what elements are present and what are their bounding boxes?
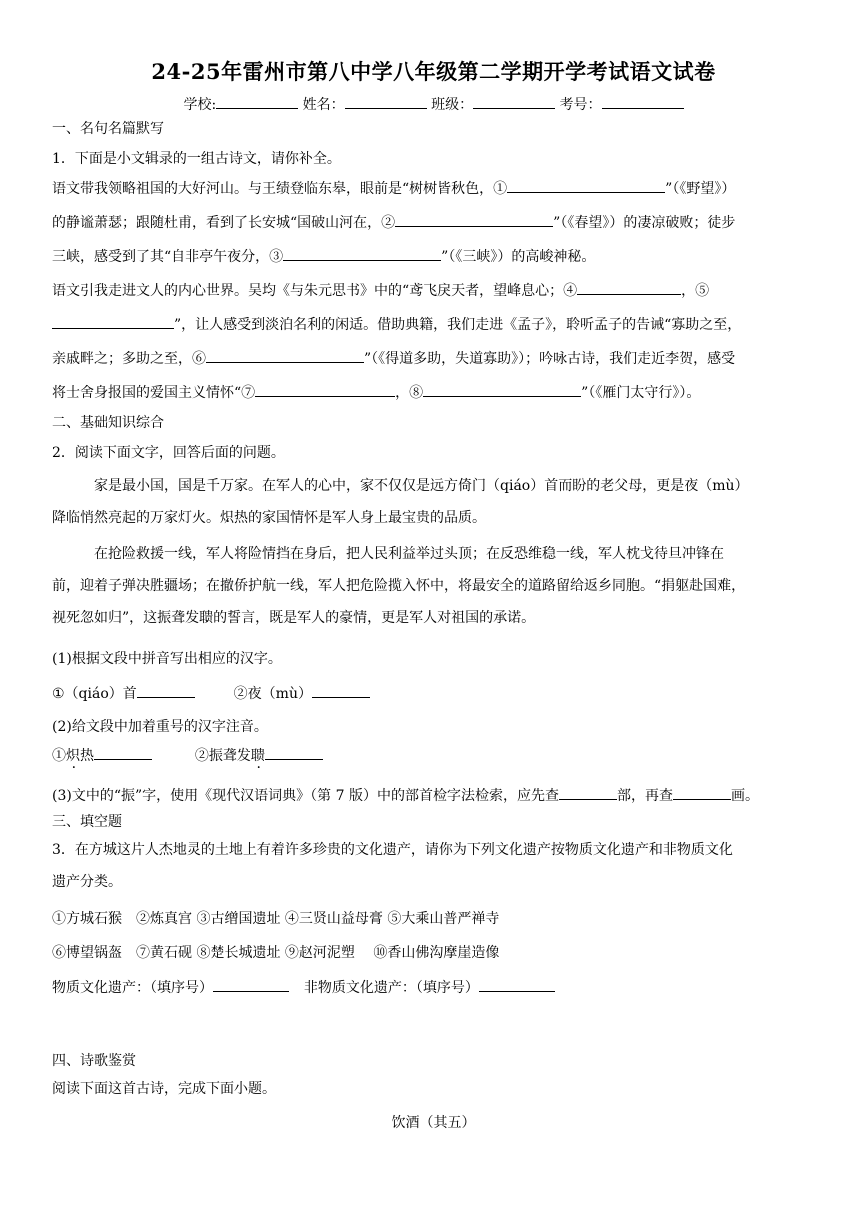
blank-material[interactable] xyxy=(213,976,289,992)
heritage-answer-row: 物质文化遗产：（填序号） 非物质文化遗产：（填序号） xyxy=(52,976,555,997)
question-1-paragraph-1: 语文带我领略祖国的大好河山。与王绩登临东皋，眼前是“树树皆秋色，① ”（《野望》） 的静谧萧瑟；跟随杜甫，看到了长安城“国破山河在，② ”（《春望》）的凄凉破败；徒步 三峡，感受到了其“自非亭午夜分，③ ”（《三峡》）的高峻神秘。 xyxy=(52,172,822,274)
blank-7[interactable] xyxy=(255,381,395,397)
section-1-heading: 一、名句名篇默写 xyxy=(52,121,164,137)
school-label: 学校: xyxy=(183,97,217,113)
question-2-prompt: 2．阅读下面文字，回答后面的问题。 xyxy=(52,445,285,461)
name-blank[interactable] xyxy=(345,94,427,109)
blank-1[interactable] xyxy=(507,177,665,193)
emphasis-char: 聩 xyxy=(199,610,214,626)
blank-qiao[interactable] xyxy=(137,682,195,698)
school-blank[interactable] xyxy=(216,94,298,109)
question-1-prompt: 1．下面是小文辑录的一组古诗文，请你补全。 xyxy=(52,151,341,167)
blank-chire[interactable] xyxy=(94,744,152,760)
blank-6[interactable] xyxy=(206,347,364,363)
sub-question-1: (1)根据文段中拼音写出相应的汉字。 xyxy=(52,651,282,667)
poem-intro: 阅读下面这首古诗，完成下面小题。 xyxy=(52,1081,276,1097)
sub-question-3: (3)文中的“振”字，使用《现代汉语词典》（第 7 版）中的部首检字法检索，应先查 部，再查 画。 xyxy=(52,784,759,805)
question-1-paragraph-2: 语文引我走进文人的内心世界。吴均《与朱元思书》中的“鸢飞戾天者，望峰息心；④ ，⑤ ”，让人感受到淡泊名利的闲适。借助典籍，我们走进《孟子》，聆听孟子的告诫“寡助之至， 亲戚畔之；多助之至，⑥ ”（《得道多助，失道寡助》）；吟咏古诗，我们走近李贺，感受 将士舍身报国的爱国主义情怀“⑦ ，⑧ ”（《雁门太守行》）。 xyxy=(52,274,822,410)
class-label: 班级： xyxy=(431,97,474,113)
reading-passage-2: 在抢险救援一线，军人将险情挡在身后，把人民利益举过头顶；在反恐维稳一线，军人枕戈待旦冲锋在 前，迎着子弹决胜疆场；在撤侨护航一线，军人把危险揽入怀中，将最安全的道路留给返乡同胞。“捐躯赴国难， 视死忽如归”，这振聋发聩的誓言，既是军人的豪情，更是军人对祖国的承诺。 xyxy=(52,546,746,626)
blank-3[interactable] xyxy=(283,245,441,261)
section-4-heading: 四、诗歌鉴赏 xyxy=(52,1053,136,1069)
blank-8[interactable] xyxy=(423,381,581,397)
student-info-row xyxy=(0,94,867,114)
id-blank[interactable] xyxy=(602,94,684,109)
blank-strokes[interactable] xyxy=(673,784,731,800)
blank-nonmaterial[interactable] xyxy=(479,976,555,992)
poem-title: 饮酒（其五） xyxy=(391,1115,476,1131)
heritage-list-1: ①方城石猴 ②炼真宫 ③古缯国遗址 ④三贤山益母膏 ⑤大乘山普严禅寺 xyxy=(52,911,500,927)
section-3-heading: 三、填空题 xyxy=(52,814,122,830)
blank-5[interactable] xyxy=(52,313,174,329)
reading-passage-1: 家是最小国，国是千万家。在军人的心中，家不仅仅是远方倚门（qiáo）首而盼的老父母，更是夜（mù） 降临悄然亮起的万家灯火。炽热的家国情怀是军人身上最宝贵的品质。 xyxy=(52,478,749,526)
exam-title: 24-25年雷州市第八中学八年级第二学期开学考试语文试卷 xyxy=(151,59,716,84)
section-2-heading: 二、基础知识综合 xyxy=(52,415,164,431)
blank-kui[interactable] xyxy=(265,744,323,760)
class-blank[interactable] xyxy=(473,94,555,109)
name-label: 姓名： xyxy=(302,97,345,113)
sub-question-1-answers: ①（qiáo）首 ②夜（mù） xyxy=(52,682,370,703)
blank-4[interactable] xyxy=(577,279,681,295)
emphasis-char: 炽 xyxy=(220,510,234,526)
sub-question-2: (2)给文段中加着重号的汉字注音。 xyxy=(52,719,268,735)
heritage-list-2: ⑥博望锅盔 ⑦黄石砚 ⑧楚长城遗址 ⑨赵河泥塑 ⑩香山佛沟摩崖造像 xyxy=(52,945,500,961)
blank-mu[interactable] xyxy=(312,682,370,698)
question-3-prompt: 3．在方城这片人杰地灵的土地上有着许多珍贵的文化遗产，请你为下列文化遗产按物质文化遗产和非物质文化 遗产分类。 xyxy=(52,842,733,890)
id-label: 考号： xyxy=(559,97,602,113)
blank-2[interactable] xyxy=(395,211,553,227)
sub-question-2-answers: ①炽热 ②振聋发聩 xyxy=(52,744,323,765)
blank-radical[interactable] xyxy=(559,784,617,800)
